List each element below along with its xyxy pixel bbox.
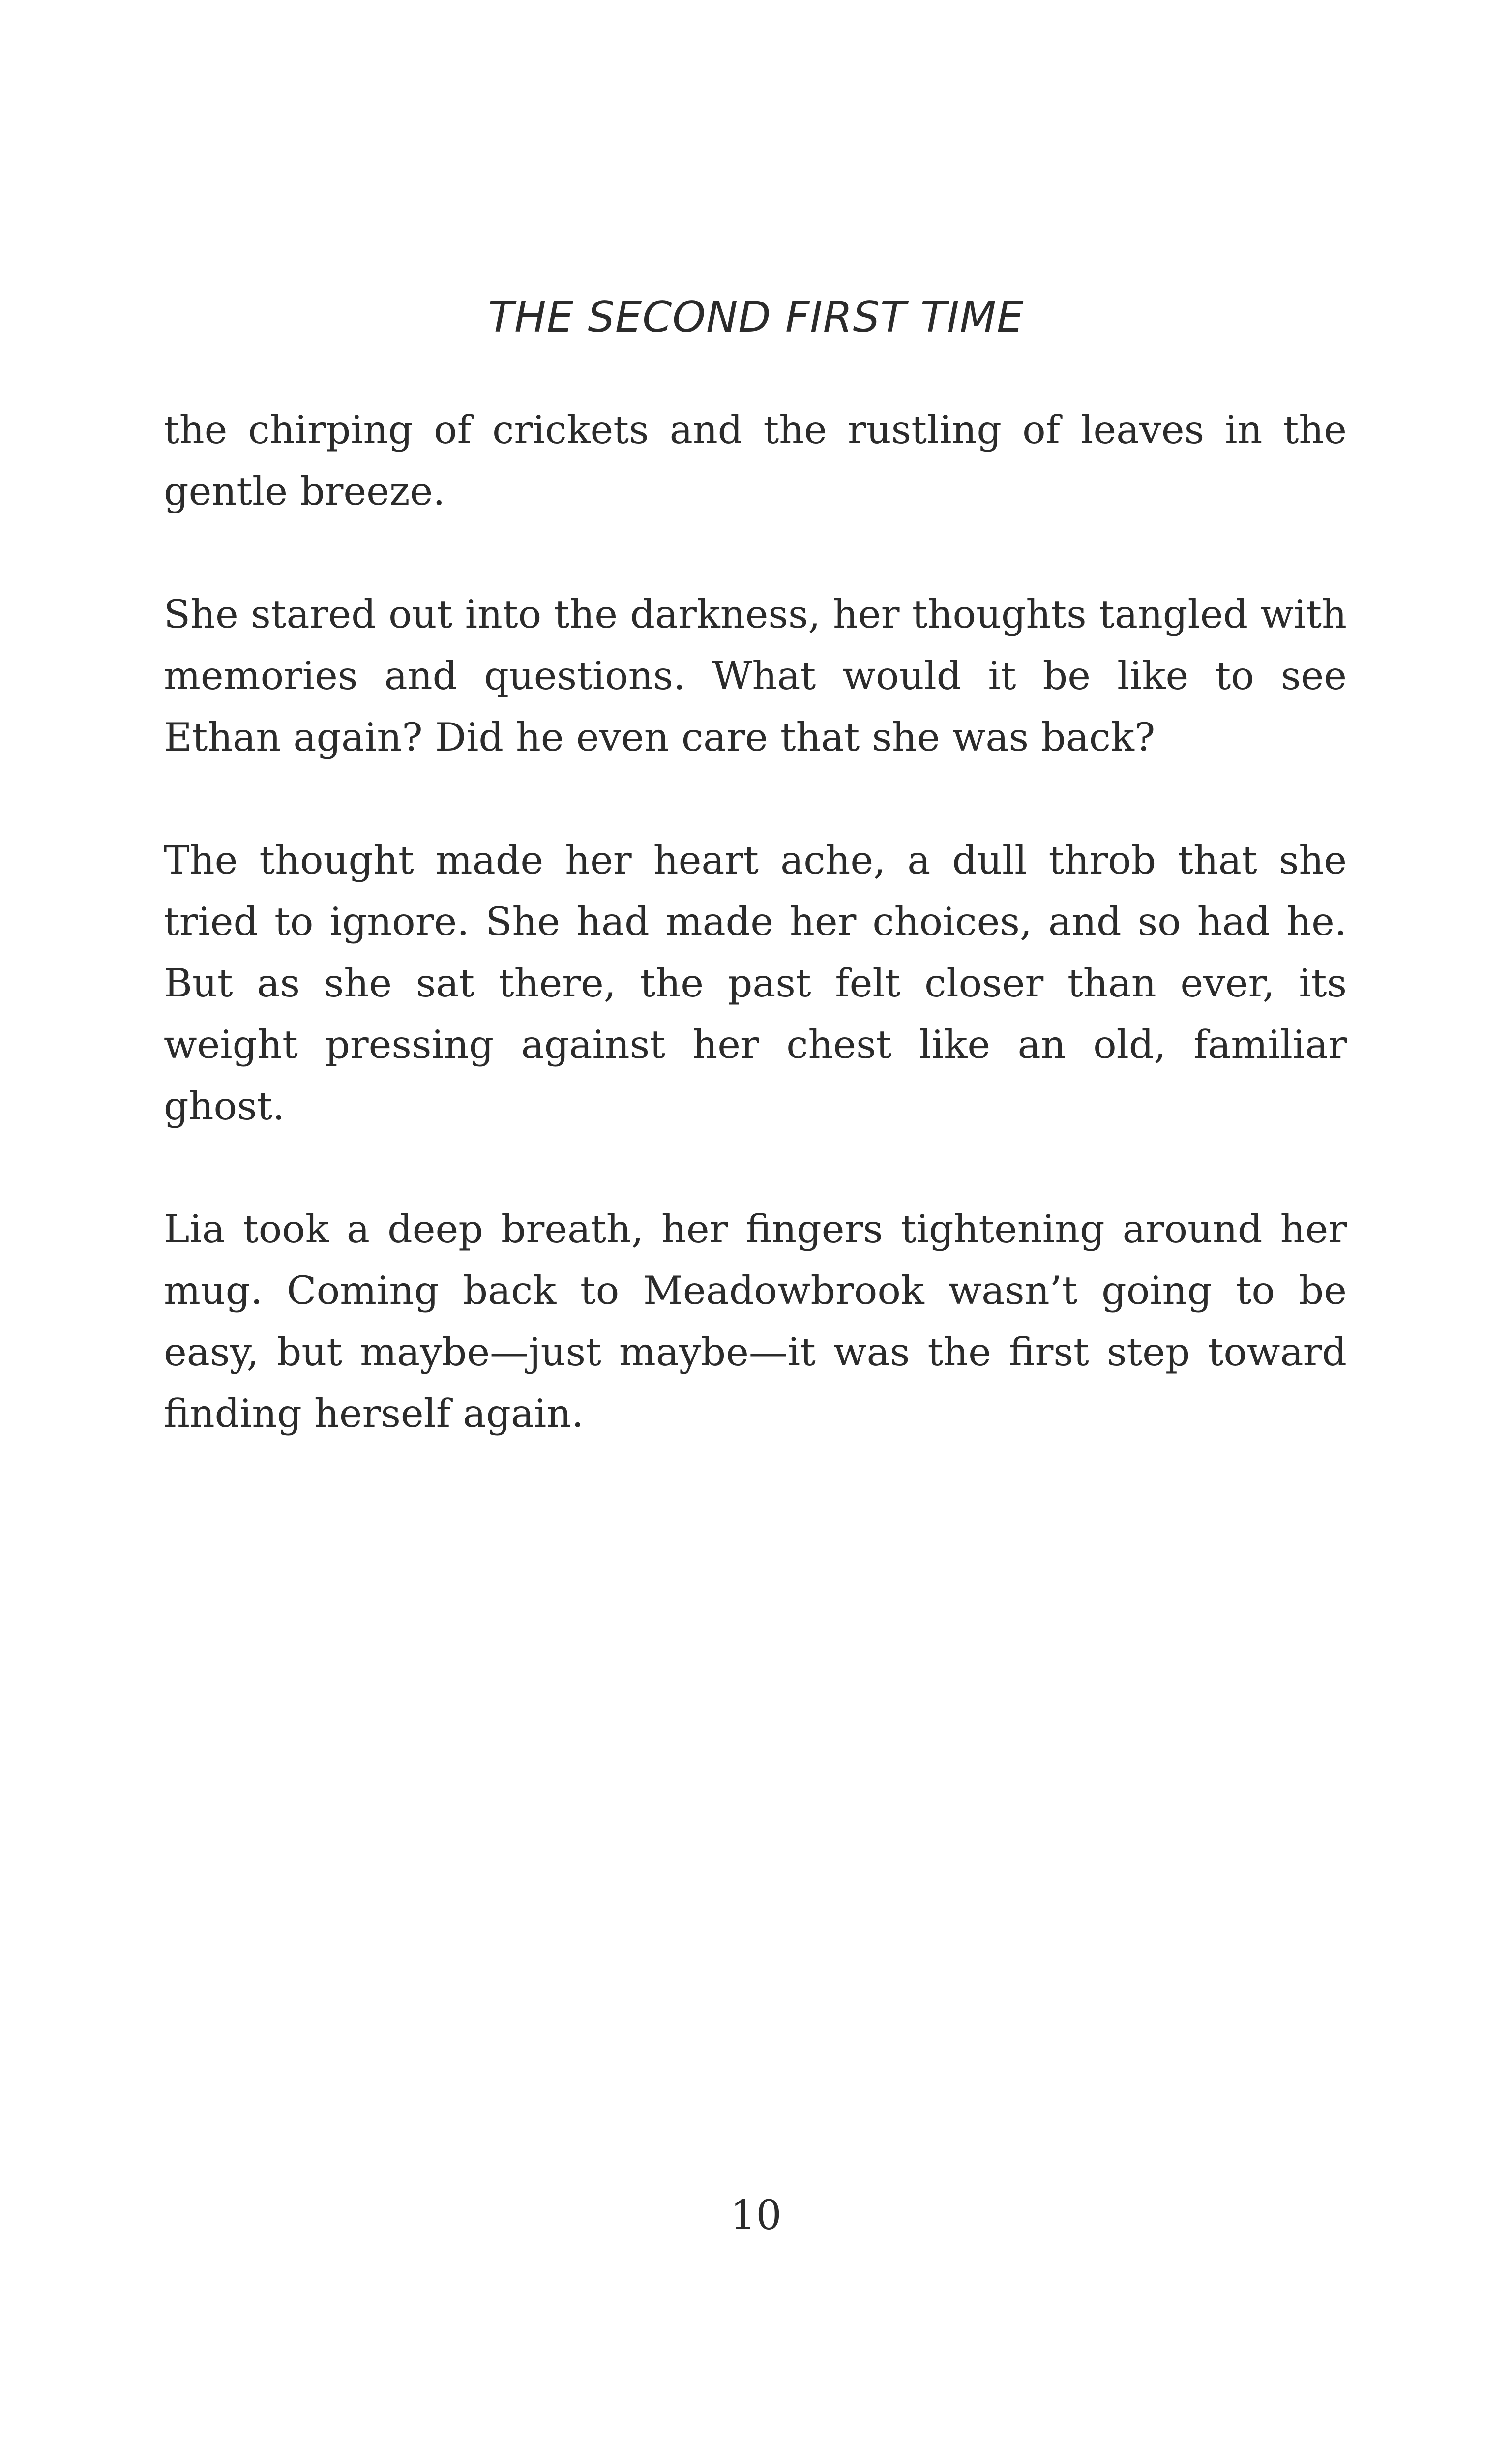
paragraph: She stared out into the darkness, her thoughts tangled with memories and questions. What would it be like to see Ethan again? Did he even care that she was back?	[164, 592, 1347, 760]
paragraph: The thought made her heart ache, a dull throb that she tried to ignore. She had made her choices, and so had he. But as she sat there, the past felt closer than ever, its weight pressing against her chest like an old, familiar ghost.	[164, 838, 1347, 1129]
page-number: 10	[730, 2192, 782, 2239]
running-head-title: THE SECOND FIRST TIME	[488, 293, 1024, 342]
body-text	[164, 399, 1347, 1445]
paragraph: Lia took a deep breath, her fingers tightening around her mug. Coming back to Meadowbrook wasn’t going to be easy, but maybe—just maybe—it was the first step toward finding herself again.	[164, 1206, 1347, 1436]
paragraph: the chirping of crickets and the rustling of leaves in the gentle breeze.	[164, 407, 1347, 514]
